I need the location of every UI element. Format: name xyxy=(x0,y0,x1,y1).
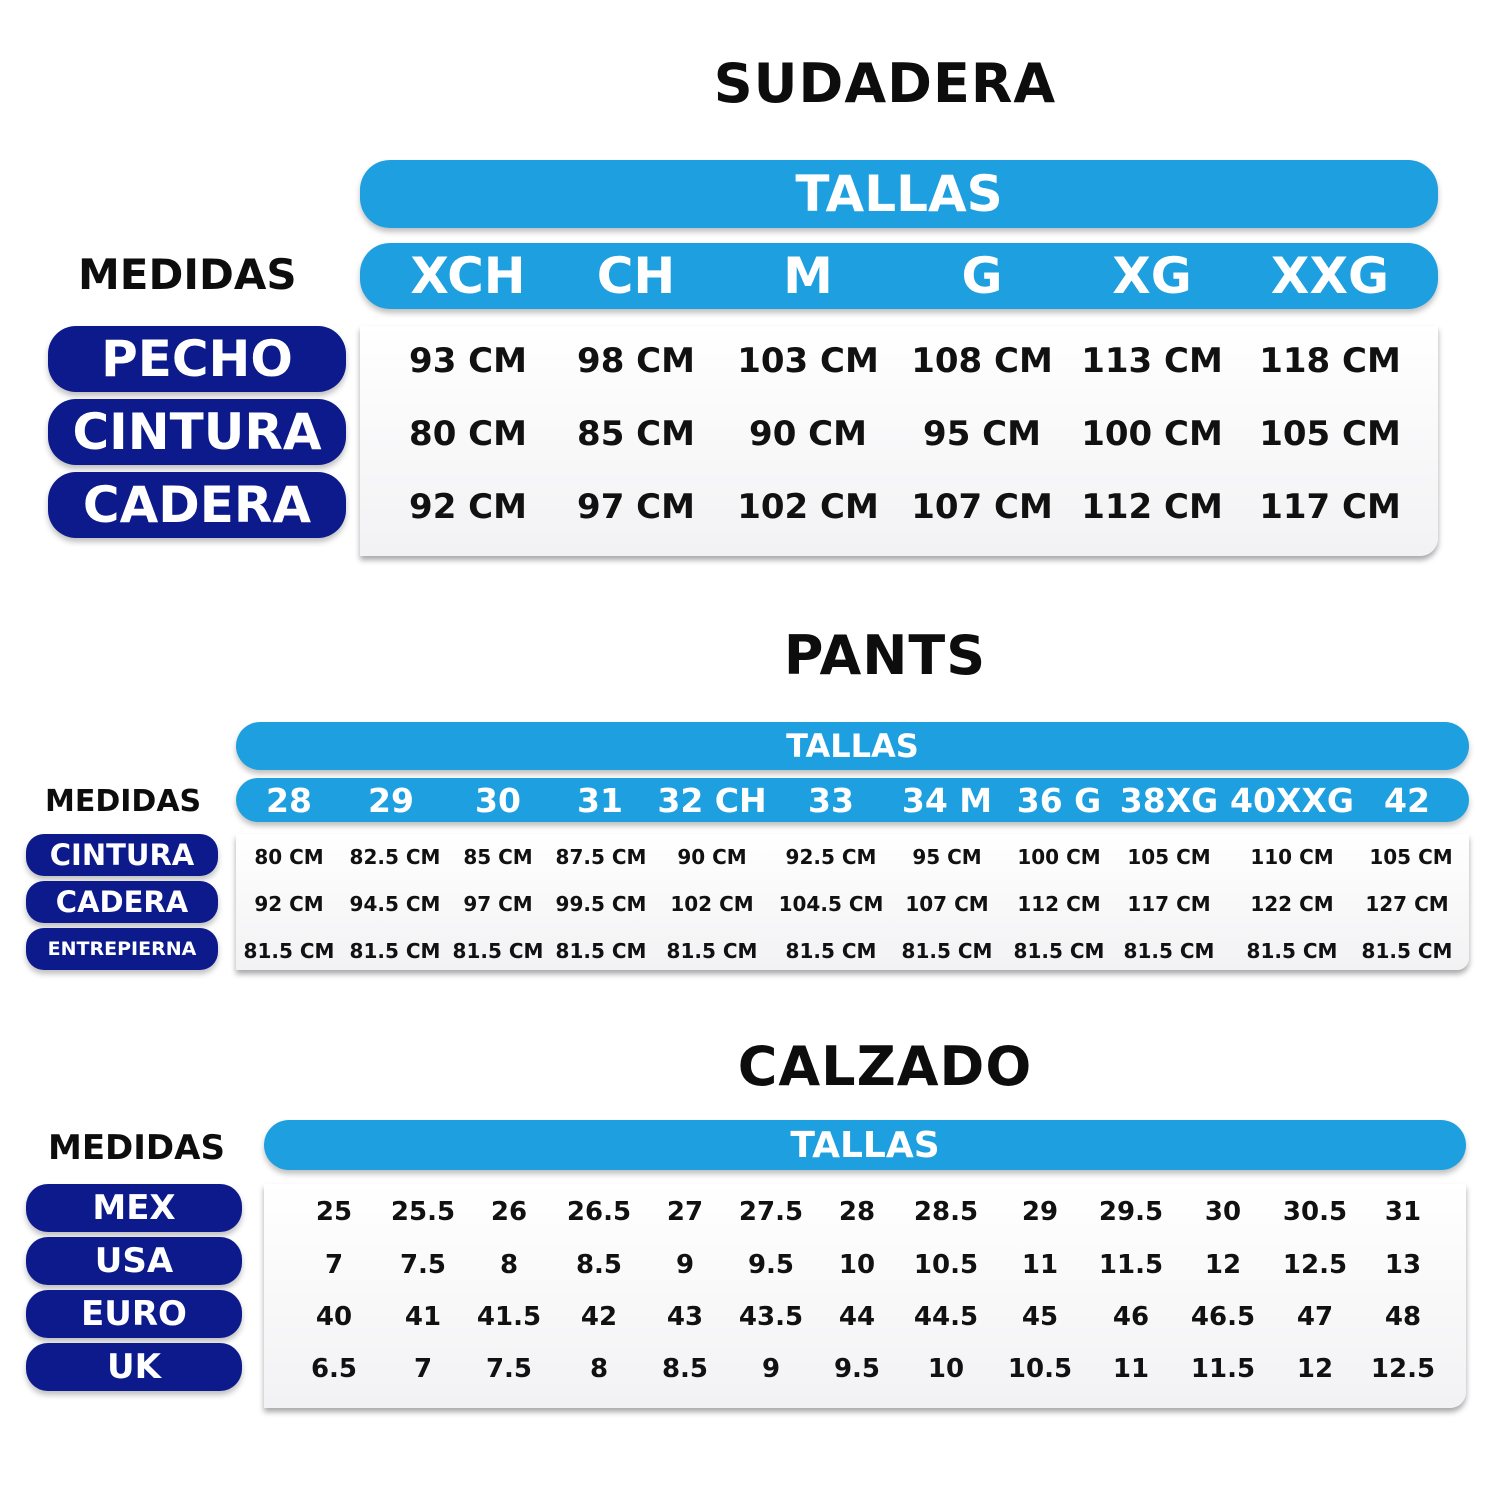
table-cell: 44.5 xyxy=(913,1302,979,1332)
table-cell: 27.5 xyxy=(738,1197,804,1227)
table-cell: 28.5 xyxy=(913,1197,979,1227)
table-cell: 12.5 xyxy=(1370,1354,1436,1384)
table-cell: 112 CM xyxy=(1081,487,1223,527)
table-cell: 85 CM xyxy=(463,845,533,869)
size-g: G xyxy=(961,247,1003,305)
size-38xg: 38XG xyxy=(1119,780,1219,820)
table-cell: 107 CM xyxy=(905,892,989,916)
table-cell: 103 CM xyxy=(737,341,879,381)
calzado-title: CALZADO xyxy=(737,1035,1033,1098)
table-cell: 31 xyxy=(1384,1197,1422,1227)
sudadera-size-columns xyxy=(0,243,1500,309)
table-cell: 7 xyxy=(413,1354,433,1384)
table-cell: 81.5 CM xyxy=(1246,939,1338,963)
table-cell: 44 xyxy=(838,1302,876,1332)
table-cell: 118 CM xyxy=(1259,341,1401,381)
table-cell: 11.5 xyxy=(1098,1250,1164,1280)
table-cell: 127 CM xyxy=(1365,892,1449,916)
table-cell: 29.5 xyxy=(1098,1197,1164,1227)
table-cell: 81.5 CM xyxy=(243,939,335,963)
size-42: 42 xyxy=(1384,780,1430,820)
table-cell: 98 CM xyxy=(577,341,695,381)
table-cell: 90 CM xyxy=(749,414,867,454)
table-cell: 113 CM xyxy=(1081,341,1223,381)
table-cell: 26.5 xyxy=(566,1197,632,1227)
calzado-tallas-label: TALLAS xyxy=(790,1124,940,1166)
table-cell: 40 xyxy=(315,1302,353,1332)
table-cell: 100 CM xyxy=(1017,845,1101,869)
table-cell: 6.5 xyxy=(310,1354,358,1384)
table-cell: 30.5 xyxy=(1282,1197,1348,1227)
table-cell: 102 CM xyxy=(670,892,754,916)
table-cell: 7.5 xyxy=(399,1250,447,1280)
table-cell: 108 CM xyxy=(911,341,1053,381)
size-xch: XCH xyxy=(410,247,526,305)
table-cell: 10 xyxy=(838,1250,876,1280)
table-cell: 8 xyxy=(499,1250,519,1280)
calzado-row-label-usa: USA xyxy=(26,1237,242,1285)
size-xg: XG xyxy=(1112,247,1192,305)
table-cell: 11.5 xyxy=(1190,1354,1256,1384)
calzado-tallas-header xyxy=(264,1120,1466,1170)
calzado-medidas-label: MEDIDAS xyxy=(48,1128,225,1168)
sudadera-row-label-cintura: CINTURA xyxy=(48,399,346,465)
table-cell: 12.5 xyxy=(1282,1250,1348,1280)
size-30: 30 xyxy=(475,780,521,820)
table-cell: 112 CM xyxy=(1017,892,1101,916)
table-cell: 9 xyxy=(761,1354,781,1384)
table-cell: 81.5 CM xyxy=(1361,939,1453,963)
table-cell: 42 xyxy=(580,1302,618,1332)
sudadera-row-label-pecho: PECHO xyxy=(48,326,346,392)
table-cell: 48 xyxy=(1384,1302,1422,1332)
table-cell: 90 CM xyxy=(677,845,747,869)
table-cell: 85 CM xyxy=(577,414,695,454)
table-cell: 81.5 CM xyxy=(555,939,647,963)
table-cell: 8.5 xyxy=(661,1354,709,1384)
table-cell: 93 CM xyxy=(409,341,527,381)
pants-tallas-header xyxy=(236,722,1469,770)
table-cell: 25 xyxy=(315,1197,353,1227)
table-cell: 43 xyxy=(666,1302,704,1332)
table-cell: 10.5 xyxy=(913,1250,979,1280)
table-cell: 9.5 xyxy=(747,1250,795,1280)
table-cell: 100 CM xyxy=(1081,414,1223,454)
table-cell: 25.5 xyxy=(390,1197,456,1227)
sudadera-tallas-label: TALLAS xyxy=(795,165,1003,223)
table-cell: 92 CM xyxy=(254,892,324,916)
table-cell: 94.5 CM xyxy=(349,892,441,916)
table-cell: 41 xyxy=(404,1302,442,1332)
table-cell: 41.5 xyxy=(476,1302,542,1332)
size-m: M xyxy=(783,247,833,305)
table-cell: 43.5 xyxy=(738,1302,804,1332)
table-cell: 28 xyxy=(838,1197,876,1227)
table-cell: 92 CM xyxy=(409,487,527,527)
size-32ch: 32 CH xyxy=(657,780,767,820)
table-cell: 11 xyxy=(1112,1354,1150,1384)
table-cell: 92.5 CM xyxy=(785,845,877,869)
table-cell: 81.5 CM xyxy=(785,939,877,963)
table-cell: 110 CM xyxy=(1250,845,1334,869)
size-28: 28 xyxy=(266,780,312,820)
table-cell: 45 xyxy=(1021,1302,1059,1332)
table-cell: 95 CM xyxy=(912,845,982,869)
table-cell: 81.5 CM xyxy=(452,939,544,963)
table-cell: 46 xyxy=(1112,1302,1150,1332)
table-cell: 12 xyxy=(1204,1250,1242,1280)
pants-row-label-entrepierna: ENTREPIERNA xyxy=(26,928,218,970)
table-cell: 81.5 CM xyxy=(666,939,758,963)
sudadera-row-label-cadera: CADERA xyxy=(48,472,346,538)
pants-row-label-cadera: CADERA xyxy=(26,881,218,923)
table-cell: 7.5 xyxy=(485,1354,533,1384)
calzado-row-label-uk: UK xyxy=(26,1343,242,1391)
table-cell: 11 xyxy=(1021,1250,1059,1280)
table-cell: 13 xyxy=(1384,1250,1422,1280)
table-cell: 87.5 CM xyxy=(555,845,647,869)
pants-medidas-label: MEDIDAS xyxy=(45,784,202,819)
table-cell: 80 CM xyxy=(409,414,527,454)
table-cell: 27 xyxy=(666,1197,704,1227)
size-ch: CH xyxy=(596,247,676,305)
table-cell: 81.5 CM xyxy=(1123,939,1215,963)
size-29: 29 xyxy=(368,780,414,820)
size-31: 31 xyxy=(577,780,623,820)
sudadera-medidas-label: MEDIDAS xyxy=(78,250,297,299)
table-cell: 7 xyxy=(324,1250,344,1280)
table-cell: 82.5 CM xyxy=(349,845,441,869)
calzado-row-label-euro: EURO xyxy=(26,1290,242,1338)
table-cell: 9 xyxy=(675,1250,695,1280)
table-cell: 97 CM xyxy=(463,892,533,916)
table-cell: 46.5 xyxy=(1190,1302,1256,1332)
pants-title: PANTS xyxy=(783,624,987,687)
sudadera-tallas-header xyxy=(360,160,1438,228)
pants-tallas-label: TALLAS xyxy=(786,727,919,765)
table-cell: 102 CM xyxy=(737,487,879,527)
size-34m: 34 M xyxy=(901,780,993,820)
table-cell: 104.5 CM xyxy=(778,892,884,916)
table-cell: 8.5 xyxy=(575,1250,623,1280)
pants-row-label-cintura: CINTURA xyxy=(26,834,218,876)
table-cell: 10 xyxy=(927,1354,965,1384)
table-cell: 30 xyxy=(1204,1197,1242,1227)
table-cell: 29 xyxy=(1021,1197,1059,1227)
calzado-row-label-mex: MEX xyxy=(26,1184,242,1232)
table-cell: 95 CM xyxy=(923,414,1041,454)
sudadera-title: SUDADERA xyxy=(713,52,1057,115)
table-cell: 105 CM xyxy=(1127,845,1211,869)
size-xxg: XXG xyxy=(1270,247,1390,305)
table-cell: 97 CM xyxy=(577,487,695,527)
table-cell: 26 xyxy=(490,1197,528,1227)
table-cell: 105 CM xyxy=(1259,414,1401,454)
table-cell: 12 xyxy=(1296,1354,1334,1384)
table-cell: 8 xyxy=(589,1354,609,1384)
size-40xxg: 40XXG xyxy=(1230,780,1354,820)
table-cell: 81.5 CM xyxy=(901,939,993,963)
table-cell: 80 CM xyxy=(254,845,324,869)
table-cell: 107 CM xyxy=(911,487,1053,527)
table-cell: 105 CM xyxy=(1369,845,1453,869)
table-cell: 122 CM xyxy=(1250,892,1334,916)
table-cell: 117 CM xyxy=(1259,487,1401,527)
size-33: 33 xyxy=(808,780,854,820)
table-cell: 9.5 xyxy=(833,1354,881,1384)
table-cell: 81.5 CM xyxy=(349,939,441,963)
table-cell: 47 xyxy=(1296,1302,1334,1332)
pants-size-columns xyxy=(0,778,1500,822)
table-cell: 117 CM xyxy=(1127,892,1211,916)
table-cell: 99.5 CM xyxy=(555,892,647,916)
size-36g: 36 G xyxy=(1016,780,1102,820)
table-cell: 10.5 xyxy=(1007,1354,1073,1384)
table-cell: 81.5 CM xyxy=(1013,939,1105,963)
